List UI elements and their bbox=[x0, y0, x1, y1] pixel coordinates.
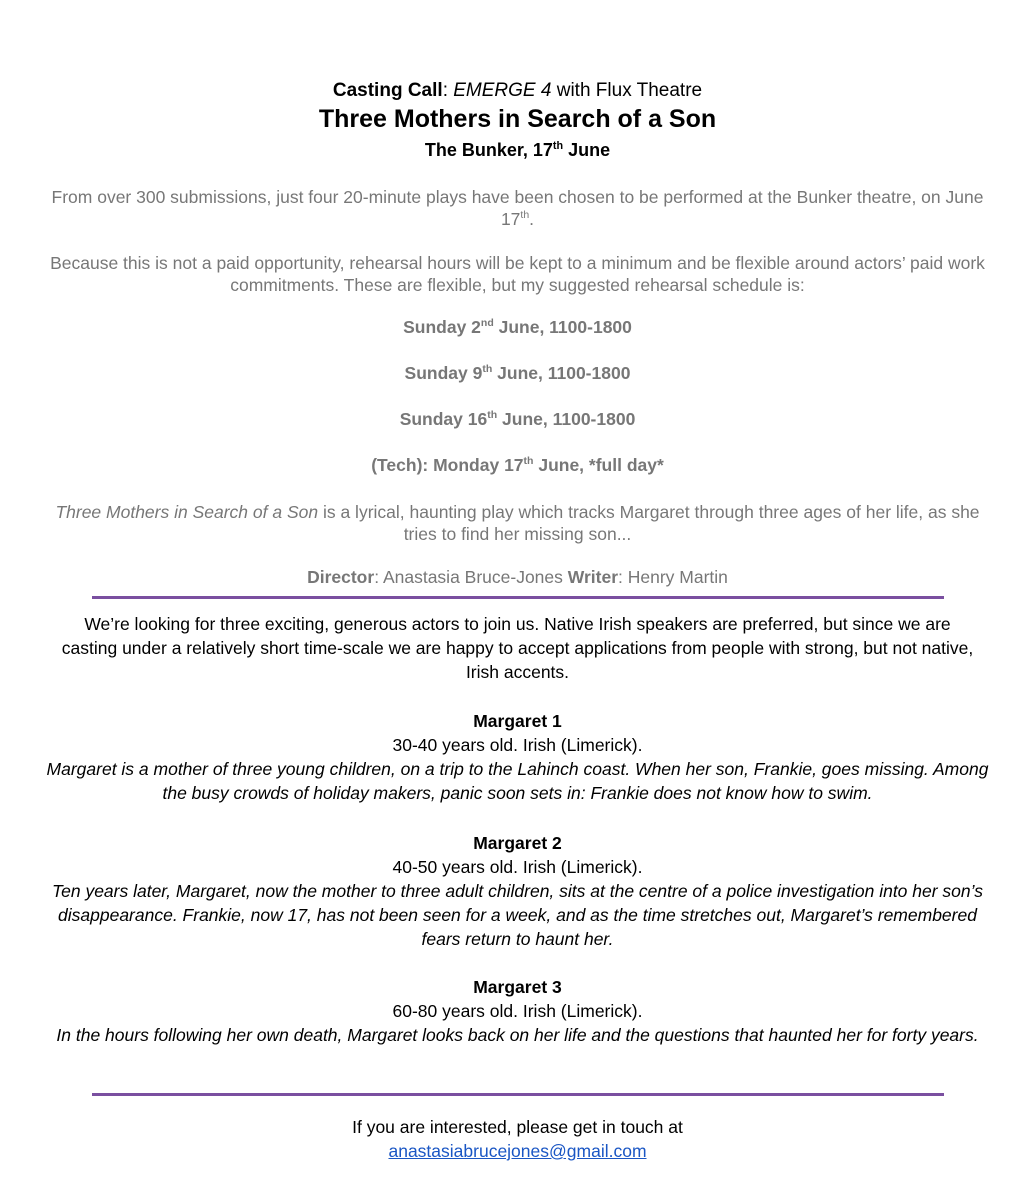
schedule-time: June, *full day* bbox=[533, 455, 664, 475]
header-colon: : bbox=[442, 80, 454, 101]
schedule-item bbox=[40, 454, 995, 476]
schedule-date: (Tech): Monday 17 bbox=[371, 455, 524, 475]
credits-line bbox=[40, 566, 995, 588]
role-margaret-3 bbox=[40, 975, 995, 1047]
role-age: 60-80 years old. Irish (Limerick). bbox=[392, 1001, 643, 1021]
role-name: Margaret 2 bbox=[473, 833, 562, 853]
schedule-sup: th bbox=[487, 409, 498, 422]
submissions-text: From over 300 submissions, just four 20-minute plays have been chosen to be performed at the Bunker theatre, on June 17 bbox=[51, 187, 984, 229]
schedule-time: June, 1100-1800 bbox=[493, 317, 632, 337]
submissions-sup: th bbox=[520, 209, 530, 222]
director-name: : Anastasia Bruce-Jones bbox=[374, 567, 568, 587]
schedule-sup: nd bbox=[480, 317, 494, 330]
schedule-time: June, 1100-1800 bbox=[497, 409, 636, 429]
writer-label: Writer bbox=[567, 567, 619, 587]
submissions-paragraph bbox=[40, 186, 995, 230]
contact-email-link[interactable]: anastasiabrucejones@gmail.com bbox=[388, 1141, 647, 1161]
play-title: Three Mothers in Search of a Son bbox=[318, 105, 717, 133]
venue-prefix: The Bunker, 17 bbox=[424, 140, 553, 160]
synopsis-text: is a lyrical, haunting play which tracks Margaret through three ages of her life, as she tries to find her missing son... bbox=[318, 502, 980, 544]
venue-suffix: June bbox=[563, 140, 611, 160]
role-description: In the hours following her own death, Margaret looks back on her life and the questions that haunted her for forty years. bbox=[56, 1025, 979, 1045]
casting-intro-paragraph: We’re looking for three exciting, generous actors to join us. Native Irish speakers are preferred, but since we are casting under a relatively short time-scale we are happy to accept applications from people with strong, but not native, Irish accents. bbox=[61, 614, 974, 682]
casting-call-header bbox=[40, 80, 995, 102]
role-description: Ten years later, Margaret, now the mother to three adult children, sits at the centre of a police investigation into her son’s disappearance. Frankie, now 17, has not been seen for a week, and as the time stretches out, Margaret’s remembered fears return to haunt her. bbox=[52, 881, 983, 949]
submissions-end: . bbox=[529, 209, 535, 229]
contact-block bbox=[40, 1115, 995, 1163]
schedule-date: Sunday 2 bbox=[403, 317, 481, 337]
role-name: Margaret 3 bbox=[473, 977, 562, 997]
divider-rule bbox=[92, 1093, 944, 1096]
schedule-date: Sunday 16 bbox=[399, 409, 488, 429]
role-margaret-1 bbox=[40, 709, 995, 805]
director-label: Director bbox=[307, 567, 375, 587]
role-age: 40-50 years old. Irish (Limerick). bbox=[392, 857, 643, 877]
synopsis-paragraph bbox=[40, 501, 995, 545]
divider-rule bbox=[92, 596, 944, 599]
venue-date bbox=[40, 140, 995, 161]
schedule-item bbox=[40, 362, 995, 384]
writer-name: : Henry Martin bbox=[618, 567, 728, 587]
role-description: Margaret is a mother of three young children, on a trip to the Lahinch coast. When her son, Frankie, goes missing. Among the busy crowds of holiday makers, panic soon sets in: Frankie does not know how to swim. bbox=[46, 759, 989, 803]
contact-line: If you are interested, please get in touch at bbox=[352, 1117, 683, 1137]
schedule-sup: th bbox=[482, 363, 493, 376]
synopsis-play-title: Three Mothers in Search of a Son bbox=[55, 502, 319, 522]
schedule-time: June, 1100-1800 bbox=[492, 363, 631, 383]
emerge-label: EMERGE 4 bbox=[453, 80, 552, 101]
role-margaret-2 bbox=[40, 831, 995, 951]
rehearsal-paragraph: Because this is not a paid opportunity, rehearsal hours will be kept to a minimum and be flexible around actors’ paid work commitments. These are flexible, but my suggested rehearsal schedule is: bbox=[50, 253, 985, 295]
role-name: Margaret 1 bbox=[473, 711, 562, 731]
schedule-item bbox=[40, 316, 995, 338]
schedule-date: Sunday 9 bbox=[404, 363, 483, 383]
schedule-sup: th bbox=[523, 455, 534, 468]
role-age: 30-40 years old. Irish (Limerick). bbox=[392, 735, 643, 755]
flux-theatre-label: with Flux Theatre bbox=[551, 80, 703, 101]
venue-sup: th bbox=[552, 140, 564, 152]
casting-call-label: Casting Call bbox=[332, 80, 443, 101]
schedule-item bbox=[40, 408, 995, 430]
